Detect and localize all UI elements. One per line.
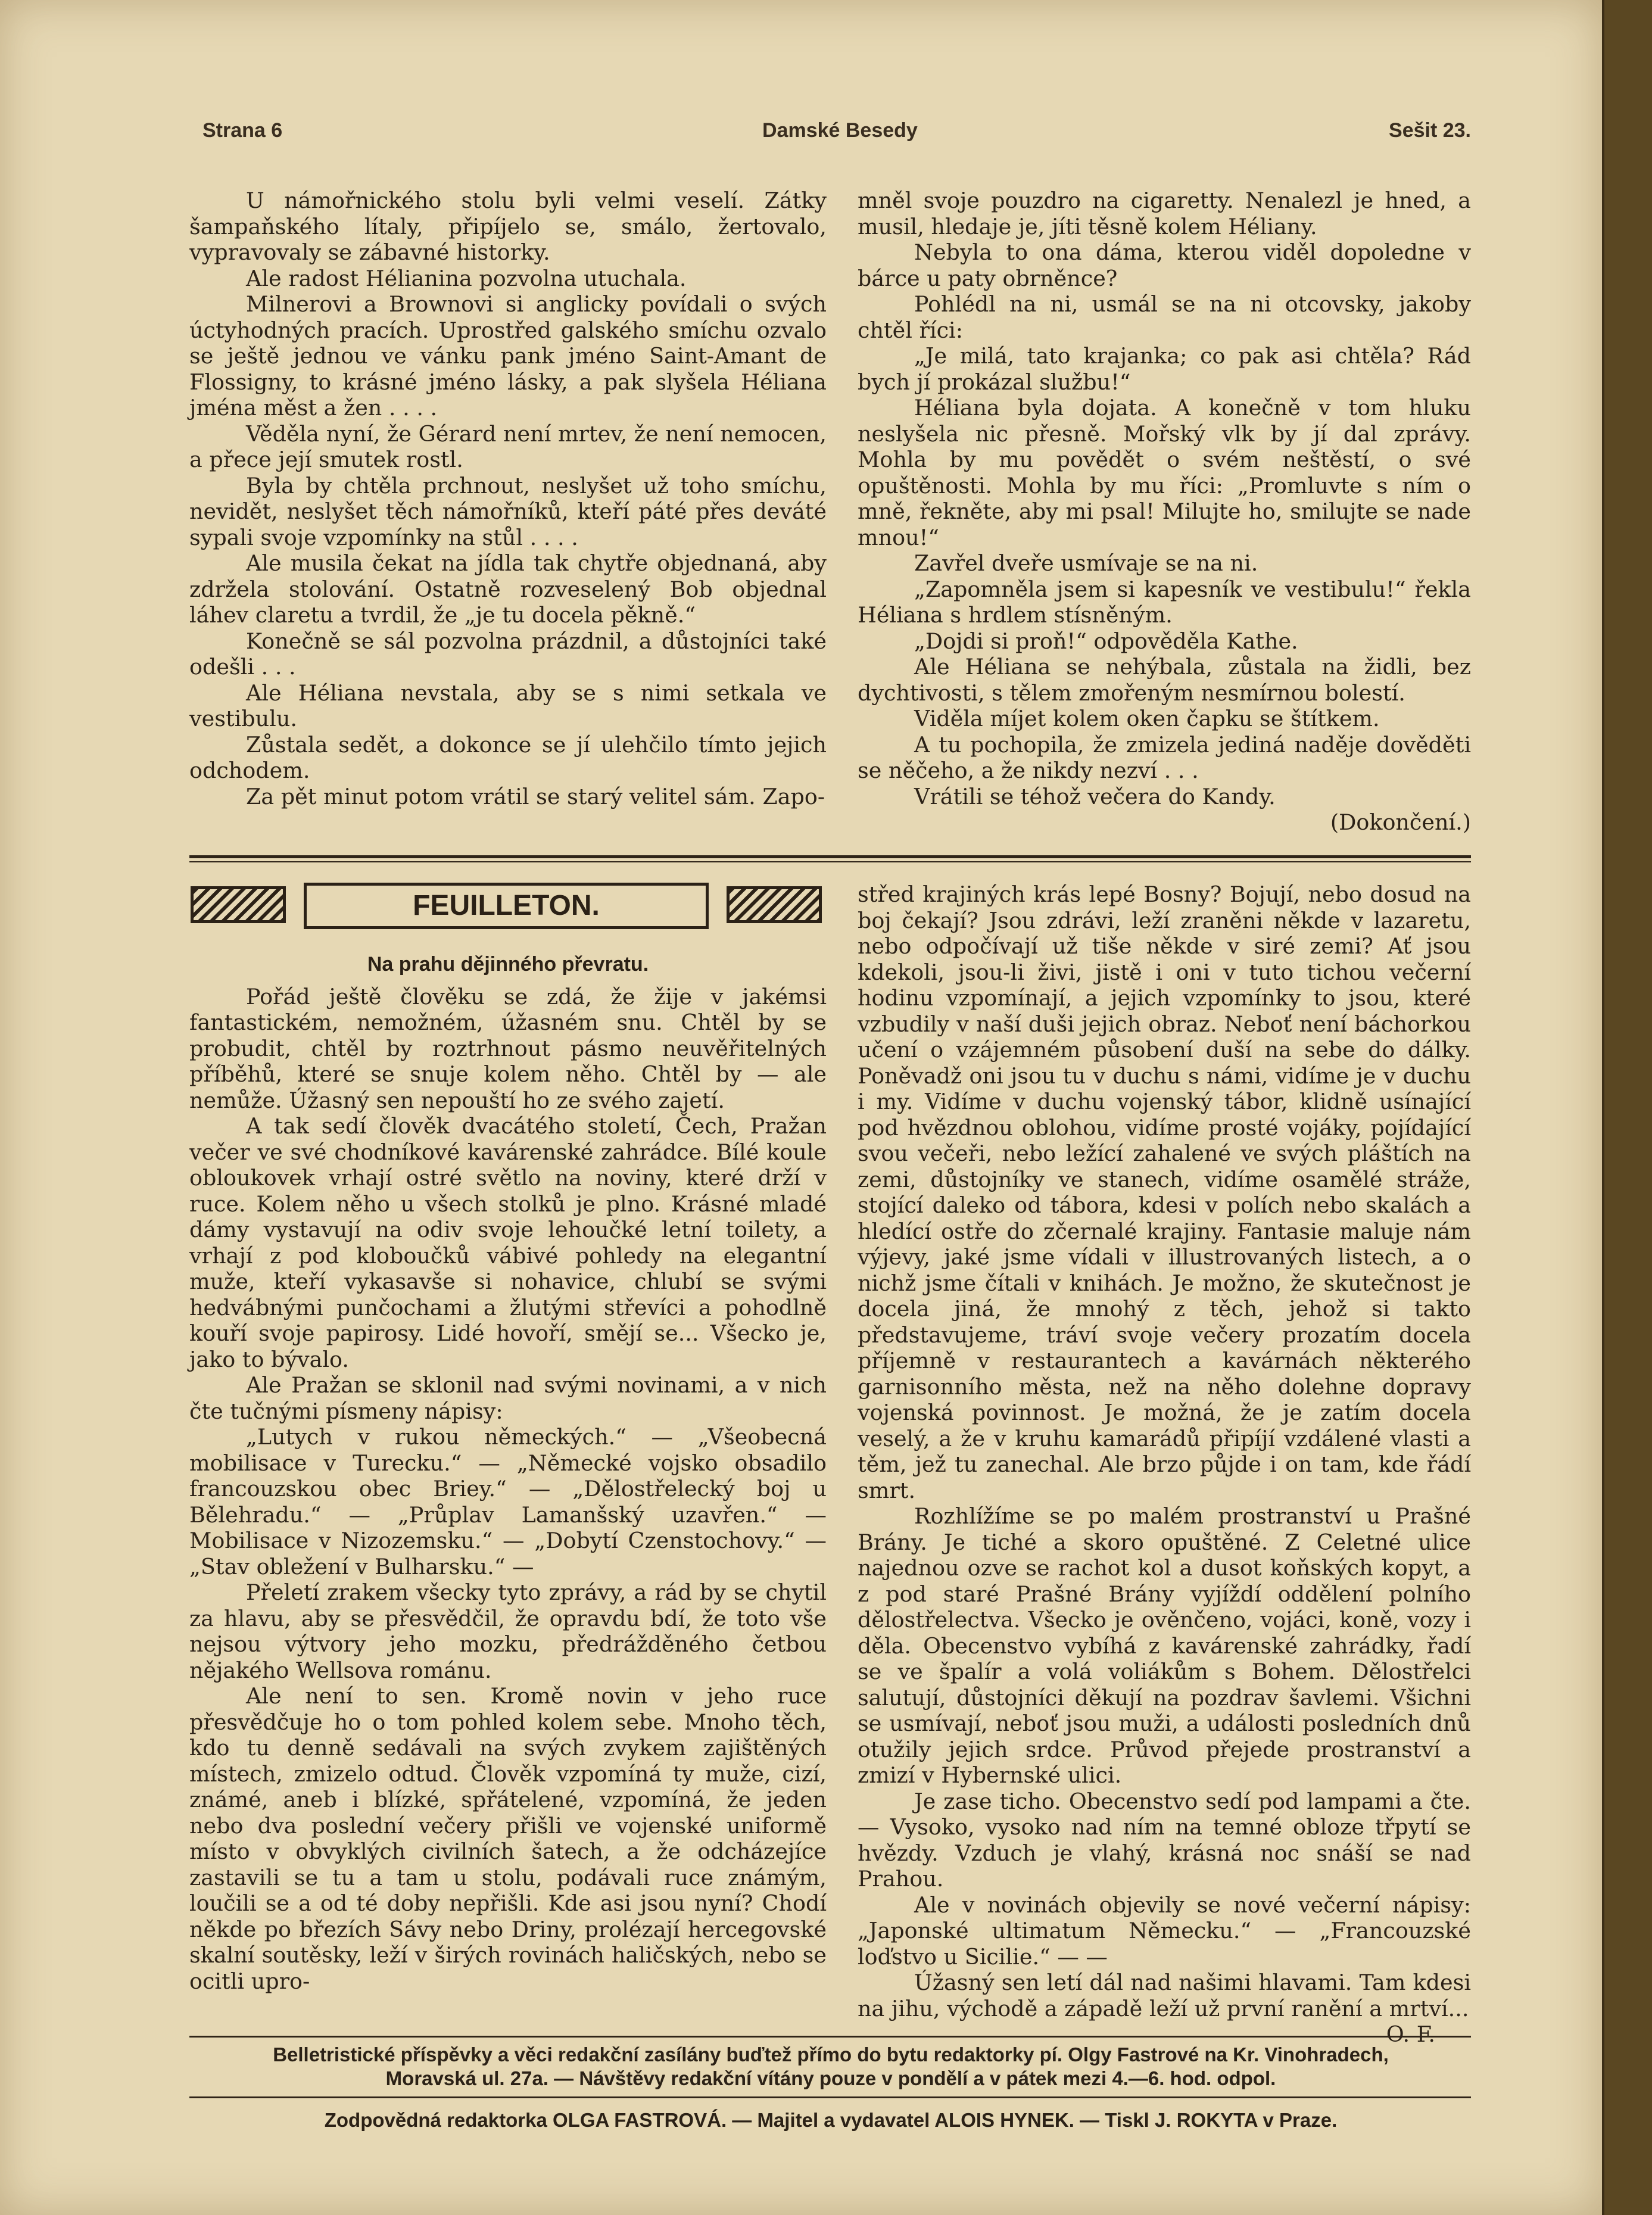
paragraph: Ale Pražan se sklonil nad svými novinami, a v nich čte tučnými písmeny nápisy: — [189, 1372, 827, 1424]
paragraph: „Lutych v rukou německých.“ — „Všeobecná mobilisace v Turecku.“ — „Německé vojsko obsadilo francouzskou obec Briey.“ — „Dělostřelecký boj u Bělehradu.“ — „Průplav Lamanšský uzavřen.“ — Mobilisace v Nizozemsku.“ — „Dobytí Czenstochovy.“ — „Stav obležení v Bulharsku.“ — — [189, 1424, 827, 1580]
story-column-left — [189, 188, 827, 809]
paragraph: „Zapomněla jsem si kapesník ve vestibulu!“ řekla Héliana s hrdlem stísněným. — [858, 576, 1471, 628]
binding-edge — [1602, 0, 1652, 2215]
story-column-right — [858, 188, 1471, 836]
paragraph: Ale radost Hélianina pozvolna utuchala. — [246, 265, 687, 291]
paragraph: Věděla nyní, že Gérard není mrtev, že není nemocen, a přece její smutek rostl. — [189, 420, 827, 472]
paragraph: A tu pochopila, že zmizela jediná naděje dověděti se něčeho, a že nikdy nezví . . . — [858, 731, 1471, 783]
paragraph: Ale v novinách objevily se nové večerní nápisy: „Japonské ultimatum Německu.“ — „Francouzské loďstvo u Sicilie.“ — — — [858, 1892, 1471, 1970]
imprint: Zodpovědná redaktorka OLGA FASTROVÁ. — Majitel a vydavatel ALOIS HYNEK. — Tiskl J. ROKYTA v Praze. — [324, 2109, 1338, 2131]
magazine-title: Damské Besedy — [762, 119, 918, 142]
paragraph: A tak sedí člověk dvacátého století, Čech, Pražan večer ve své chodníkové kavárenské zahrádce. Bílé koule obloukovek vrhají ostré světlo na noviny, které drží v ruce. Kolem něho u všech stolků je plno. Krásné mladé dámy vystavují na odiv svoje lehoučké letní toilety, a vrhají z pod kloboučků vábivé pohledy na elegantní muže, kteří vykasavše si nohavice, chlubí se svými hedvábnými punčochami a žlutými střevíci a pohodlně kouří svoje papirosy. Lidé hovoří, smějí se... Všecko je, jako to bývalo. — [189, 1113, 827, 1372]
paragraph: „Je milá, tato krajanka; co pak asi chtěla? Rád bych jí prokázal službu!“ — [858, 343, 1471, 395]
article-title: Na prahu dějinného převratu. — [367, 953, 649, 976]
ornament-right-icon — [727, 886, 822, 923]
paragraph: Úžasný sen letí dál nad našimi hlavami. Tam kdesi na jihu, východě a západě leží už první ranění a mrtví... — [858, 1970, 1471, 2021]
paragraph: Nebyla to ona dáma, kterou viděl dopoledne v bárce u paty obrněnce? — [858, 239, 1471, 291]
paragraph: Konečně se sál pozvolna prázdnil, a důstojníci také odešli . . . — [189, 628, 827, 680]
notice-line: Belletristické příspěvky a věci redakční zasílány buďtež přímo do bytu redaktorky pí. Olgy Fastrové na Kr. Vinohradech, — [273, 2043, 1389, 2066]
author-signature: O. F. — [1386, 2021, 1435, 2047]
paragraph: Ale Héliana se nehýbala, zůstala na židli, bez dychtivosti, s tělem zmořeným nesmírnou bolestí. — [858, 654, 1471, 706]
ornament-left-icon — [191, 886, 286, 923]
editorial-notice — [197, 2043, 1465, 2091]
page-header — [202, 119, 1471, 149]
page-number: Strana 6 — [202, 119, 283, 142]
paragraph: Byla by chtěla prchnout, neslyšet už toho smíchu, nevidět, neslyšet těch námořníků, kteří páté přes deváté sypali svoje vzpomínky na stůl . . . . — [189, 472, 827, 550]
paragraph: Ale není to sen. Kromě novin v jeho ruce přesvědčuje ho o tom pohled kolem sebe. Mnoho těch, kdo tu denně sedávali na svých zvykem zajištěných místech, zmizelo odtud. Člověk vzpomíná ty muže, cizí, známé, aneb i blízké, spřátelené, vzpomíná, že jeden nebo dva poslední večery přišli ve vojenské uniformě místo v obvyklých civilních šatech, a že odcházejíce zastavili se tu a tam u stolu, podávali ruce známým, loučili se a od té doby nepřišli. Kde asi jsou nyní? Chodí někde po březích Sávy nebo Driny, prolézají hercegovské skalní soutěsky, leží v širých rovinách haličských, nebo se ocitli upro- — [189, 1683, 827, 1994]
feuilleton-label: FEUILLETON. — [304, 883, 709, 929]
paragraph: Rozhlížíme se po malém prostranství u Prašné Brány. Je tiché a skoro opuštěné. Z Celetné ulice najednou ozve se rachot kol a dusot koňských kopyt, a z pod staré Prašné Brány vyjíždí oddělení polního dělostřelectva. Všecko je ověnčeno, vojáci, koně, vozy i děla. Obecenstvo vybíhá z kavárenské zahrádky, řadí se ve špalír a volá voliákům s Bohem. Dělostřelci salutují, důstojníci děkují na pozdrav šavlemi. Všichni se usmívají, neboť jsou muži, a události posledních dnů otužily jejich srdce. Průvod přejede prostranství a zmizí v Hybernské ulici. — [858, 1503, 1471, 1788]
paragraph: mněl svoje pouzdro na cigaretty. Nenalezl je hned, a musil, hledaje je, jíti těsně kolem Héliany. — [858, 188, 1471, 239]
paragraph: Přeletí zrakem všecky tyto zprávy, a rád by se chytil za hlavu, aby se přesvědčil, že opravdu bdí, že toto vše nejsou výtvory jeho mozku, předrážděného četbou nějakého Wellsova románu. — [189, 1580, 827, 1683]
feuilleton-column-right — [858, 881, 1471, 2048]
imprint-divider — [189, 2096, 1471, 2098]
paragraph: Pořád ještě člověku se zdá, že žije v jakémsi fantastickém, nemožném, úžasném snu. Chtěl by se probudit, chtěl by roztrhnout pásmo neuvěřitelných příběhů, které se snuje kolem něho. Chtěl by — ale nemůže. Úžasný sen nepouští ho ze svého zajetí. — [189, 983, 827, 1113]
section-divider — [189, 855, 1471, 862]
feuilleton-column-left — [189, 941, 827, 1994]
paragraph: Ale Héliana nevstala, aby se s nimi setkala ve vestibulu. — [189, 680, 827, 731]
notice-line: Moravská ul. 27a. — Návštěvy redakční vítány pouze v pondělí a v pátek mezi 4.—6. hod. odpol. — [385, 2067, 1276, 2089]
paragraph: Je zase ticho. Obecenstvo sedí pod lampami a čte. — Vysoko, vysoko nad ním na temné obloze třpytí se hvězdy. Vzduch je vlahý, krásná noc snáší se nad Prahou. — [858, 1788, 1471, 1892]
paragraph: Za pět minut potom vrátil se starý velitel sám. Zapo- — [246, 783, 825, 809]
feuilleton-heading — [191, 883, 822, 929]
paragraph: U námořnického stolu byli velmi veselí. Zátky šampaňského lítaly, připíjelo se, smálo, žertovalo, vypravovaly se zábavné historky. — [189, 188, 827, 265]
paragraph: Viděla míjet kolem oken čapku se štítkem. — [914, 706, 1380, 731]
issue-number: Sešit 23. — [1389, 119, 1471, 142]
paragraph: „Dojdi si proň!“ odpověděla Kathe. — [914, 628, 1298, 654]
paragraph: Zavřel dveře usmívaje se na ni. — [914, 550, 1258, 576]
paragraph: Pohlédl na ni, usmál se na ni otcovsky, jakoby chtěl říci: — [858, 291, 1471, 343]
paragraph: Ale musila čekat na jídla tak chytře objednaná, aby zdržela stolování. Ostatně rozveselený Bob objednal láhev claretu a tvrdil, že „je tu docela pěkně.“ — [189, 550, 827, 628]
footer-divider — [189, 2036, 1471, 2038]
paragraph: Zůstala sedět, a dokonce se jí ulehčilo tímto jejich odchodem. — [189, 731, 827, 783]
paragraph: Milnerovi a Brownovi si anglicky povídali o svých úctyhodných pracích. Uprostřed galského smíchu ozvalo se ještě jednou ve vánku pank jméno Saint-Amant de Flossigny, to krásné jméno lásky, a pak slyšela Héliana jména měst a žen . . . . — [189, 291, 827, 420]
paragraph: Vrátili se téhož večera do Kandy. — [914, 783, 1276, 809]
continuation-mark: (Dokončení.) — [1330, 809, 1471, 835]
paragraph: střed krajiných krás lepé Bosny? Bojují, nebo dosud na boj čekají? Jsou zdrávi, leží zraněni někde v lazaretu, nebo odpočívají už tiše někde v siré zemi? Ať jsou kdekoli, jsou-li živi, jistě i oni v tuto tichou večerní hodinu vzpomínají, a jejich vzpomínky to jsou, které vzbudily v naší duši jejich obraz. Neboť není báchorkou učení o vzájemném působení duší na sebe do dálky. Poněvadž oni jsou tu v duchu s námi, vidíme je v duchu i my. Vidíme v duchu vojenský tábor, klidně usínající pod hvězdnou oblohou, vidíme prosté vojáky, pojídající svou večeři, nebo ležící zahalené ve svých pláštích na zemi, důstojníky ve stanech, vidíme osamělé stráže, stojící daleko od tábora, kdesi v polích nebo skalách a hledící ostře do zčernalé krajiny. Fantasie maluje nám výjevy, jaké jsme vídali v illustrovaných listech, a o nichž jsme čítali v knihách. Je možno, že skutečnost je docela jiná, že mnohý z těch, jehož si takto představujeme, tráví svoje večery prozatím docela příjemně v restaurantech a kavárnách některého garnisonního města, než na něho dolehne dopravy vojenská povinnost. Je možná, že je zatím docela veselý, a že v kruhu kamarádů připíjí vzdálené vlasti a těm, jež tu zanechal. Ale brzo půjde i on tam, kde řádí smrt. — [858, 881, 1471, 1503]
paragraph: Héliana byla dojata. A konečně v tom hluku neslyšela nic přesně. Mořský vlk by jí dal zprávy. Mohla by mu povědět o svém neštěstí, o své opuštěnosti. Mohla by mu říci: „Promluvte s ním o mně, řekněte, aby mi psal! Milujte ho, smilujte se nade mnou!“ — [858, 395, 1471, 550]
